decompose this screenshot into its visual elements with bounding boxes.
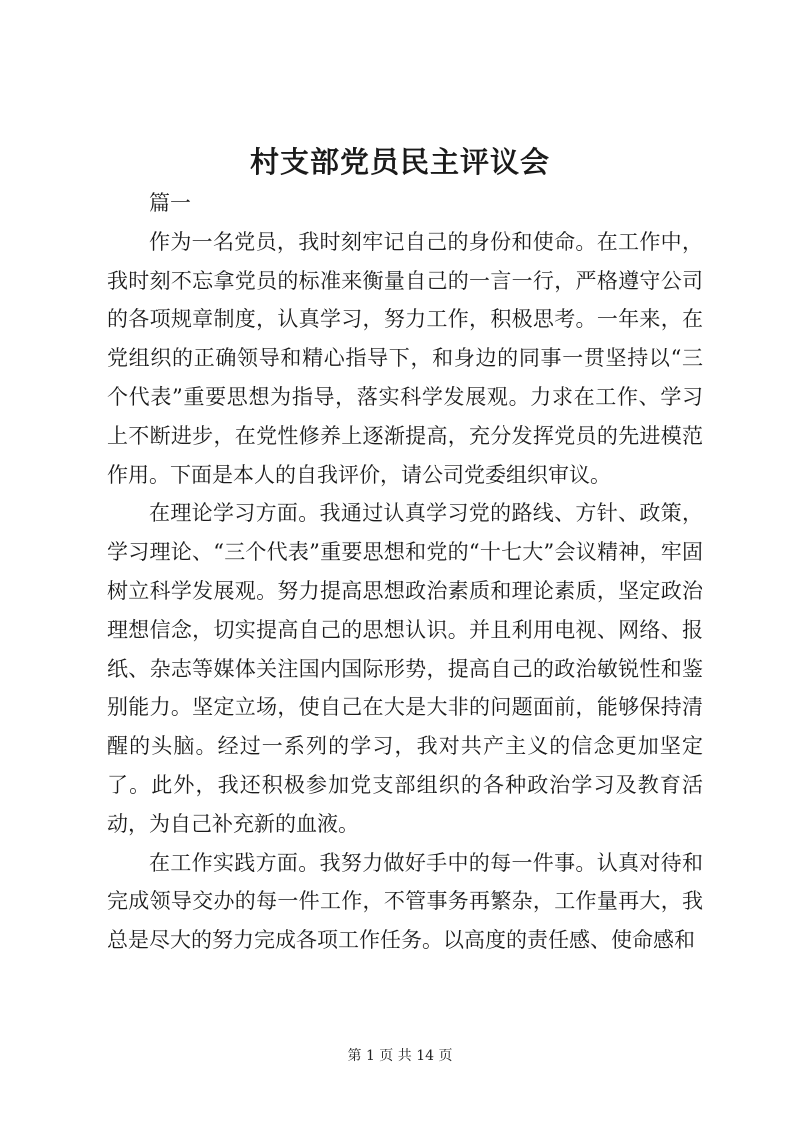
page-footer: 第 1 页 共 14 页 xyxy=(347,1048,453,1064)
document-title: 村支部党员民主评议会 xyxy=(249,145,550,179)
paragraph-theory-study: 在理论学习方面。我通过认真学习党的路线、方针、政策，学习理论、“三个代表”重要思想和党的“十七大”会议精神，牢固树立科学发展观。努力提高思想政治素质和理论素质，坚定政治理想信念，切实提高自己的思想认识。并且利用电视、网络、报纸、杂志等媒体关注国内国际形势，提高自己的政治敏锐性和鉴别能力。坚定立场，使自己在大是大非的问题面前，能够保持清醒的头脑。经过一系列的学习，我对共产主义的信念更加坚定了。此外，我还积极参加党支部组织的各种政治学习及教育活动，为自己补充新的血液。 xyxy=(107,501,703,836)
paragraph-work-practice: 在工作实践方面。我努力做好手中的每一件事。认真对待和完成领导交办的每一件工作，不管事务再繁杂，工作量再大，我总是尽大的努力完成各项工作任务。以高度的责任感、使命感和 xyxy=(107,850,703,953)
paragraph-intro: 作为一名党员，我时刻牢记自己的身份和使命。在工作中，我时刻不忘拿党员的标准来衡量自己的一言一行，严格遵守公司的各项规章制度，认真学习，努力工作，积极思考。一年来，在党组织的正确领导和精心指导下，和身边的同事一贯坚持以“三个代表”重要思想为指导，落实科学发展观。力求在工作、学习上不断进步，在党性修养上逐渐提高，充分发挥党员的先进模范作用。下面是本人的自我评价，请公司党委组织审议。 xyxy=(107,229,703,487)
section-heading: 篇一 xyxy=(149,191,191,215)
document-body xyxy=(107,184,703,960)
